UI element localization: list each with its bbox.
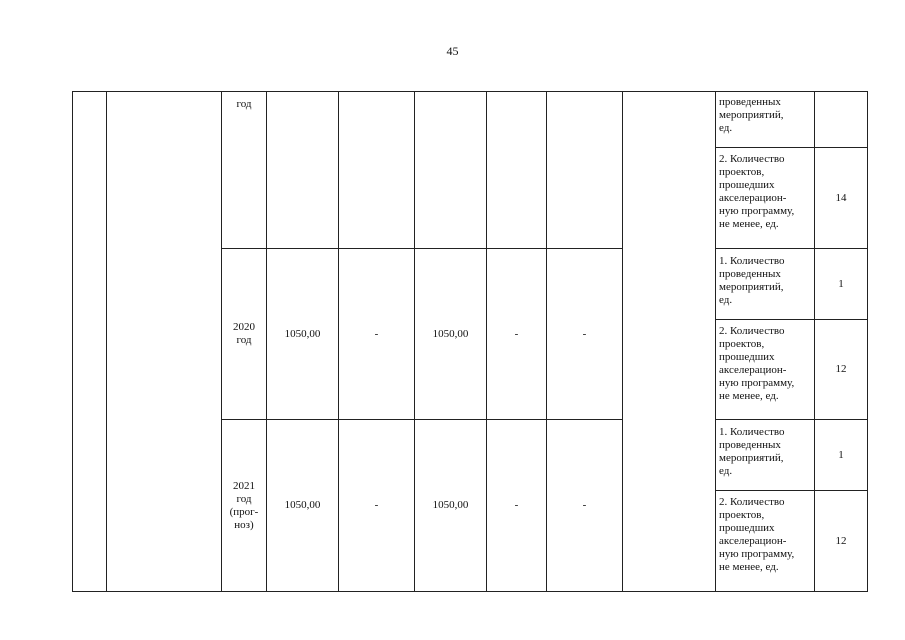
indicator-text: 2. Количество проектов, прошедших акселерацион- ную программу, не менее, ед. xyxy=(719,496,795,573)
value-2020-c4: - xyxy=(514,327,519,340)
indicator-value: 1 xyxy=(838,448,844,461)
indicator-text: 2. Количество проектов, прошедших акселерацион- ную программу, не менее, ед. xyxy=(719,325,795,402)
indicator-text: 1. Количество проведенных мероприятий, ед. xyxy=(719,426,785,477)
year-cell-top: год xyxy=(236,98,252,110)
value-2021-c3: 1050,00 xyxy=(432,499,469,511)
value-2020-c3: 1050,00 xyxy=(432,327,469,340)
col-line xyxy=(622,91,623,592)
indicator-text: 1. Количество проведенных мероприятий, ед. xyxy=(719,255,785,306)
year-cell-2021 xyxy=(222,420,266,591)
value-2021-c2: - xyxy=(374,499,379,511)
indicator-value xyxy=(815,92,867,147)
indicator-text: проведенных мероприятий, ед. xyxy=(719,96,784,134)
indicator-value: 12 xyxy=(835,534,847,547)
indicator-value: 1 xyxy=(838,277,844,290)
value-2021-c4: - xyxy=(514,499,519,511)
col-line xyxy=(867,91,868,592)
table-bottom-border xyxy=(72,591,868,592)
value-2021-c5: - xyxy=(582,499,587,511)
col-line xyxy=(106,91,107,592)
indicator-text: 2. Количество проектов, прошедших акселерацион- ную программу, не менее, ед. xyxy=(719,153,795,230)
indicator-value: 12 xyxy=(835,363,847,375)
value-2021-total: 1050,00 xyxy=(284,499,321,511)
col-line xyxy=(72,91,73,592)
value-2020-c5: - xyxy=(582,327,587,340)
year-label-2020: 2020 год xyxy=(233,321,255,346)
indicator-value: 14 xyxy=(835,191,847,204)
year-label-2021: 2021 год (прог- ноз) xyxy=(229,479,259,531)
value-2020-total: 1050,00 xyxy=(284,327,321,340)
page-number: 45 xyxy=(446,44,459,58)
year-cell-2020 xyxy=(222,249,266,419)
value-2020-c2: - xyxy=(374,327,379,340)
